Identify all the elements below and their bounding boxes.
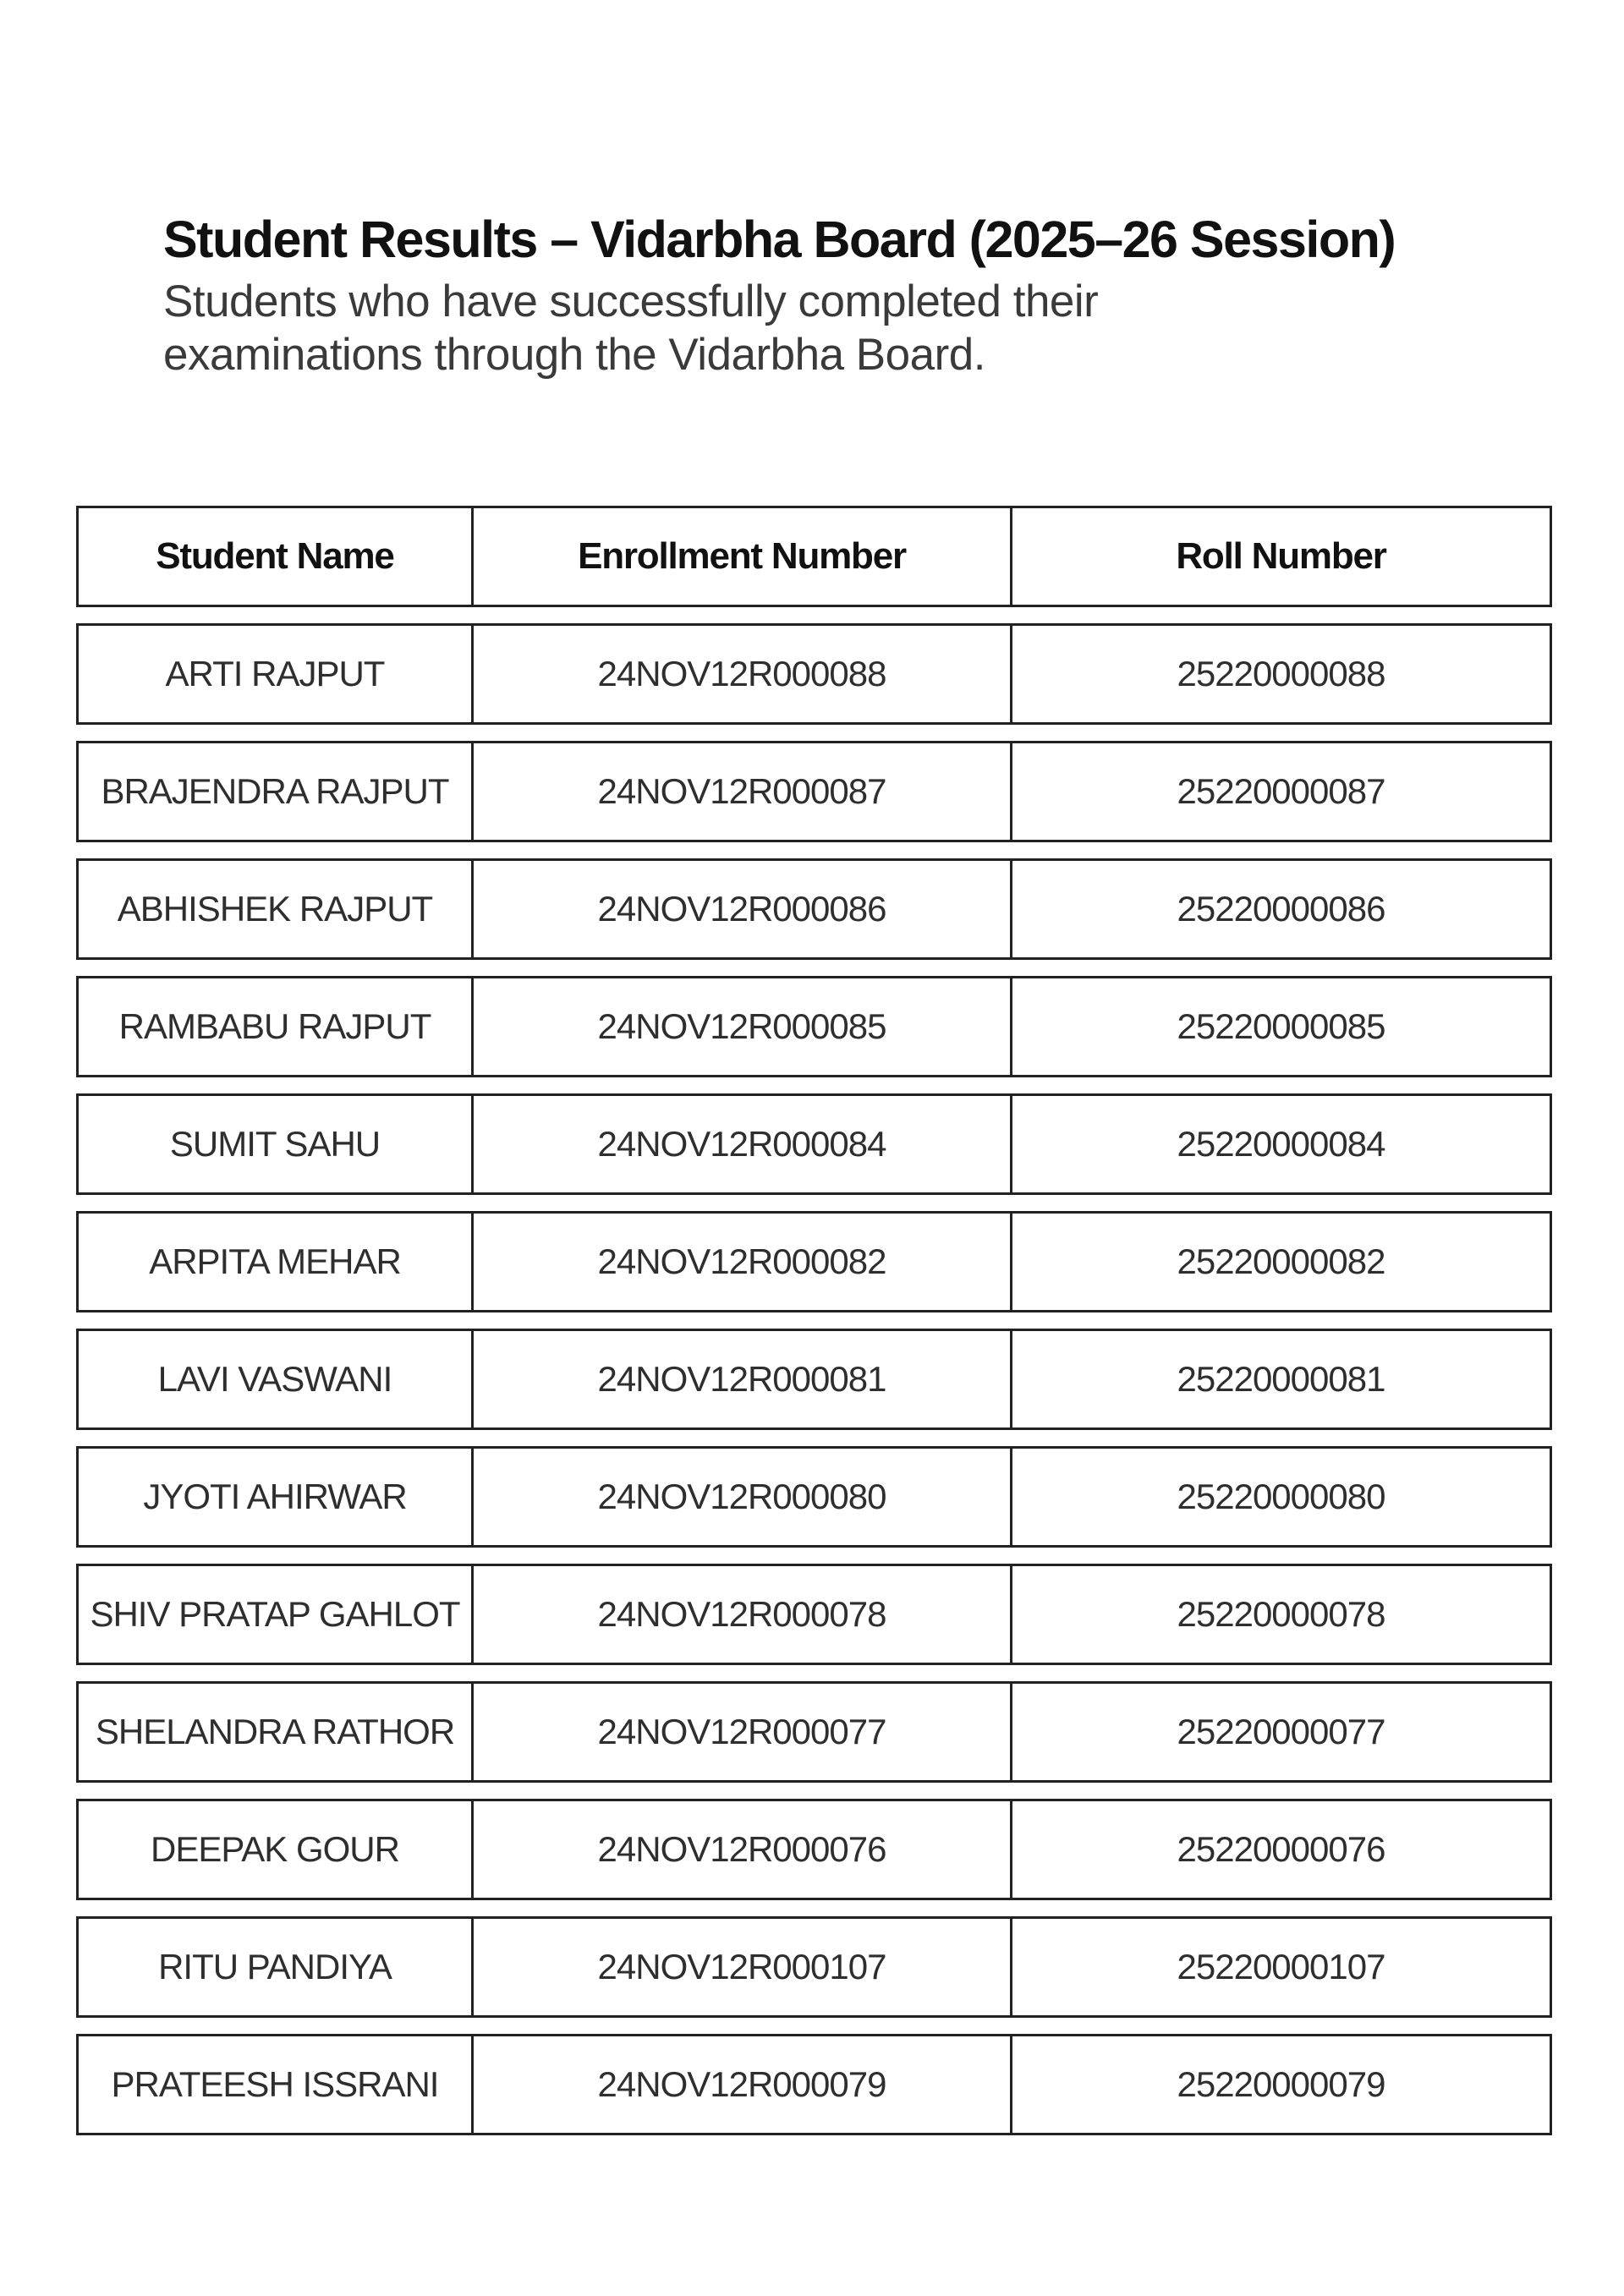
subtitle-line-1: Students who have successfully completed their [163,277,1099,326]
student-name-cell: ABHISHEK RAJPUT [76,858,474,960]
enrollment-number-cell: 24NOV12R000086 [471,858,1012,960]
enrollment-number-cell: 24NOV12R000082 [471,1211,1012,1312]
roll-number-cell: 25220000084 [1010,1093,1552,1195]
enrollment-number-cell: 24NOV12R000076 [471,1799,1012,1900]
table-row [76,1211,1552,1312]
roll-number-cell: 25220000087 [1010,741,1552,842]
enrollment-number-cell: 24NOV12R000079 [471,2034,1012,2135]
student-name-cell: RAMBABU RAJPUT [76,976,474,1077]
subtitle-line-2: examinations through the Vidarbha Board. [163,330,985,380]
student-name-cell: RITU PANDIYA [76,1916,474,2018]
student-name-cell: LAVI VASWANI [76,1329,474,1430]
roll-number-cell: 25220000076 [1010,1799,1552,1900]
enrollment-number-cell: 24NOV12R000081 [471,1329,1012,1430]
roll-number-cell: 25220000088 [1010,623,1552,725]
student-name-cell: PRATEESH ISSRANI [76,2034,474,2135]
roll-number-cell: 25220000082 [1010,1211,1552,1312]
table-row [76,1093,1552,1195]
page-title: Student Results – Vidarbha Board (2025–26 Session) [163,211,1396,268]
table-row [76,1681,1552,1783]
table-row [76,976,1552,1077]
page-header [163,207,1517,381]
enrollment-number-cell: 24NOV12R000084 [471,1093,1012,1195]
enrollment-number-cell: 24NOV12R000087 [471,741,1012,842]
roll-number-cell: 25220000080 [1010,1446,1552,1548]
table-row [76,858,1552,960]
student-name-cell: JYOTI AHIRWAR [76,1446,474,1548]
student-name-cell: SHELANDRA RATHOR [76,1681,474,1783]
table-row [76,1799,1552,1900]
enrollment-number-cell: 24NOV12R000107 [471,1916,1012,2018]
enrollment-number-cell: 24NOV12R000085 [471,976,1012,1077]
student-name-cell: BRAJENDRA RAJPUT [76,741,474,842]
column-header-enrollment-number: Enrollment Number [471,506,1012,607]
table-row [76,623,1552,725]
column-header-student-name: Student Name [76,506,474,607]
table-header-row [76,506,1552,607]
table-row [76,1564,1552,1665]
roll-number-cell: 25220000086 [1010,858,1552,960]
table-row [76,1329,1552,1430]
student-name-cell: SHIV PRATAP GAHLOT [76,1564,474,1665]
student-name-cell: ARPITA MEHAR [76,1211,474,1312]
table-row [76,2034,1552,2135]
column-header-roll-number: Roll Number [1010,506,1552,607]
roll-number-cell: 25220000078 [1010,1564,1552,1665]
roll-number-cell: 25220000107 [1010,1916,1552,2018]
enrollment-number-cell: 24NOV12R000077 [471,1681,1012,1783]
page-subtitle [163,275,1517,381]
enrollment-number-cell: 24NOV12R000088 [471,623,1012,725]
roll-number-cell: 25220000081 [1010,1329,1552,1430]
student-name-cell: DEEPAK GOUR [76,1799,474,1900]
student-name-cell: SUMIT SAHU [76,1093,474,1195]
roll-number-cell: 25220000079 [1010,2034,1552,2135]
table-row [76,741,1552,842]
enrollment-number-cell: 24NOV12R000080 [471,1446,1012,1548]
roll-number-cell: 25220000077 [1010,1681,1552,1783]
enrollment-number-cell: 24NOV12R000078 [471,1564,1012,1665]
roll-number-cell: 25220000085 [1010,976,1552,1077]
student-name-cell: ARTI RAJPUT [76,623,474,725]
table-row [76,1446,1552,1548]
table-row [76,1916,1552,2018]
